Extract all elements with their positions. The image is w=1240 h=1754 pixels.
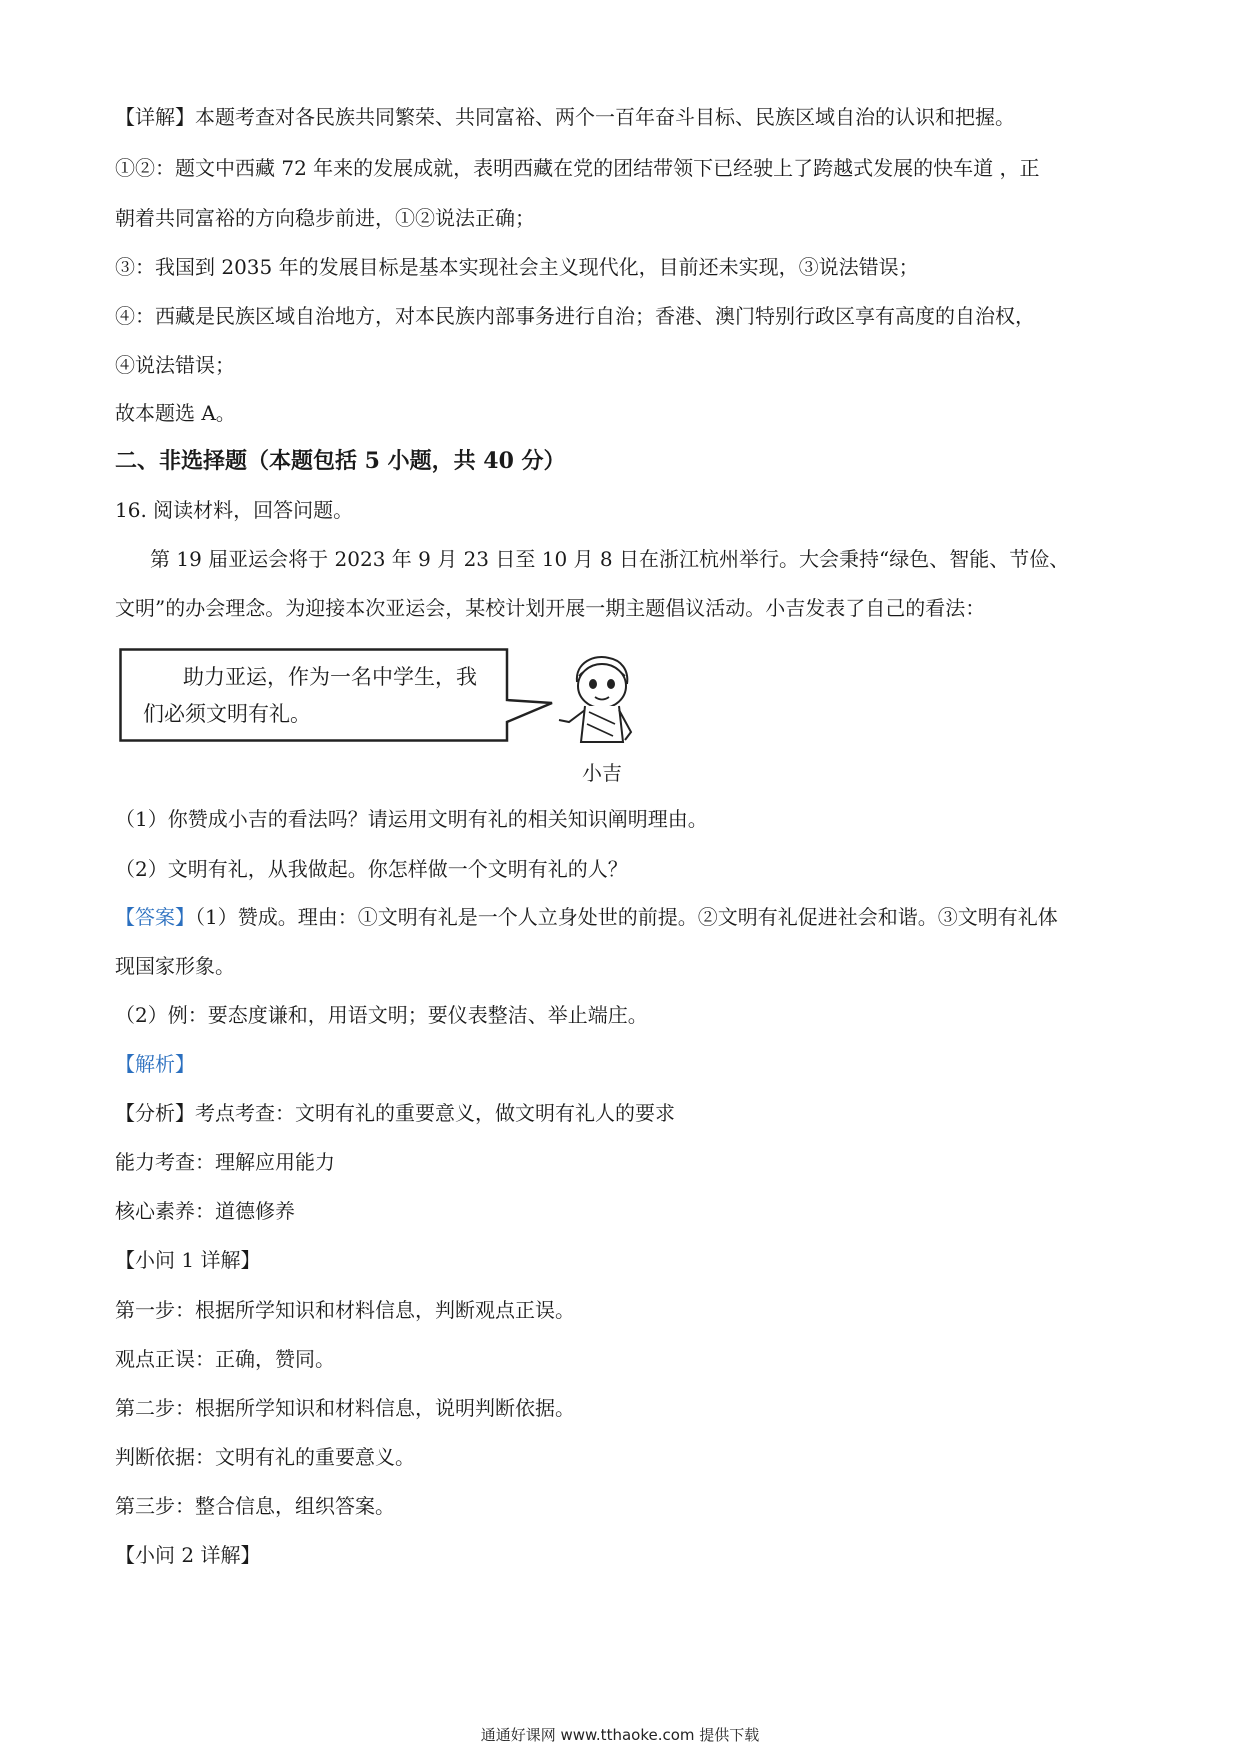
answer-label: 【答案】 — [115, 905, 195, 929]
student-illustration — [555, 650, 645, 750]
detail-line-4: ③：我国到 2035 年的发展目标是基本实现社会主义现代化，目前还未实现，③说法错误； — [115, 255, 919, 279]
step-2: 第二步：根据所学知识和材料信息，说明判断依据。 — [115, 1396, 575, 1420]
answer-text-1: （1）赞成。理由：①文明有礼是一个人立身处世的前提。②文明有礼促进社会和谐。③文明有礼体 — [195, 905, 1058, 929]
question-number: 16. 阅读材料，回答问题。 — [115, 498, 354, 522]
question-1: （1）你赞成小吉的看法吗？请运用文明有礼的相关知识阐明理由。 — [115, 807, 708, 831]
view-judgement: 观点正误：正确，赞同。 — [115, 1347, 335, 1371]
bubble-text-line-1: 助力亚运，作为一名中学生，我 — [183, 665, 477, 689]
speech-bubble-frame — [119, 648, 559, 742]
detail-line-3: 朝着共同富裕的方向稳步前进，①②说法正确； — [115, 206, 535, 230]
answer-line-3: （2）例：要态度谦和，用语文明；要仪表整洁、举止端庄。 — [115, 1003, 648, 1027]
detail-line-5: ④：西藏是民族区域自治地方，对本民族内部事务进行自治；香港、澳门特别行政区享有高度的自治权， — [115, 304, 1035, 328]
step-1: 第一步：根据所学知识和材料信息，判断观点正误。 — [115, 1298, 575, 1322]
detail-line-1: 【详解】本题考查对各民族共同繁荣、共同富裕、两个一百年奋斗目标、民族区域自治的认识和把握。 — [115, 105, 1015, 129]
analysis-fenxi: 【分析】考点考查：文明有礼的重要意义，做文明有礼人的要求 — [115, 1101, 675, 1125]
material-line-2: 文明”的办会理念。为迎接本次亚运会，某校计划开展一期主题倡议活动。小吉发表了自己的看法： — [115, 596, 986, 620]
detail-line-7: 故本题选 A。 — [115, 401, 236, 425]
judgement-basis: 判断依据：文明有礼的重要意义。 — [115, 1445, 415, 1469]
detail-line-2: ①②：题文中西藏 72 年来的发展成就，表明西藏在党的团结带领下已经驶上了跨越式发展的快车道 ，正 — [115, 156, 1040, 180]
page-footer: 通通好课网 www.tthaoke.com 提供下载 — [480, 1726, 760, 1744]
analysis-label: 【解析】 — [115, 1052, 195, 1076]
material-line-1: 第 19 届亚运会将于 2023 年 9 月 23 日至 10 月 8 日在浙江杭州举行。大会秉持“绿色、智能、节俭、 — [150, 547, 1070, 571]
analysis-ability: 能力考查：理解应用能力 — [115, 1150, 335, 1174]
answer-line-2: 现国家形象。 — [115, 954, 235, 978]
answer-line-1 — [115, 904, 1058, 930]
detail-line-6: ④说法错误； — [115, 353, 235, 377]
sub-question-2-title: 【小问 2 详解】 — [115, 1543, 261, 1567]
sub-question-1-title: 【小问 1 详解】 — [115, 1248, 261, 1272]
step-3: 第三步：整合信息，组织答案。 — [115, 1494, 395, 1518]
illustration-caption: 小吉 — [582, 761, 622, 785]
analysis-core: 核心素养：道德修养 — [115, 1199, 295, 1223]
question-2: （2）文明有礼，从我做起。你怎样做一个文明有礼的人？ — [115, 857, 628, 881]
section-heading: 二、非选择题（本题包括 5 小题，共 40 分） — [115, 448, 566, 474]
bubble-text-line-2: 们必须文明有礼。 — [143, 702, 311, 726]
